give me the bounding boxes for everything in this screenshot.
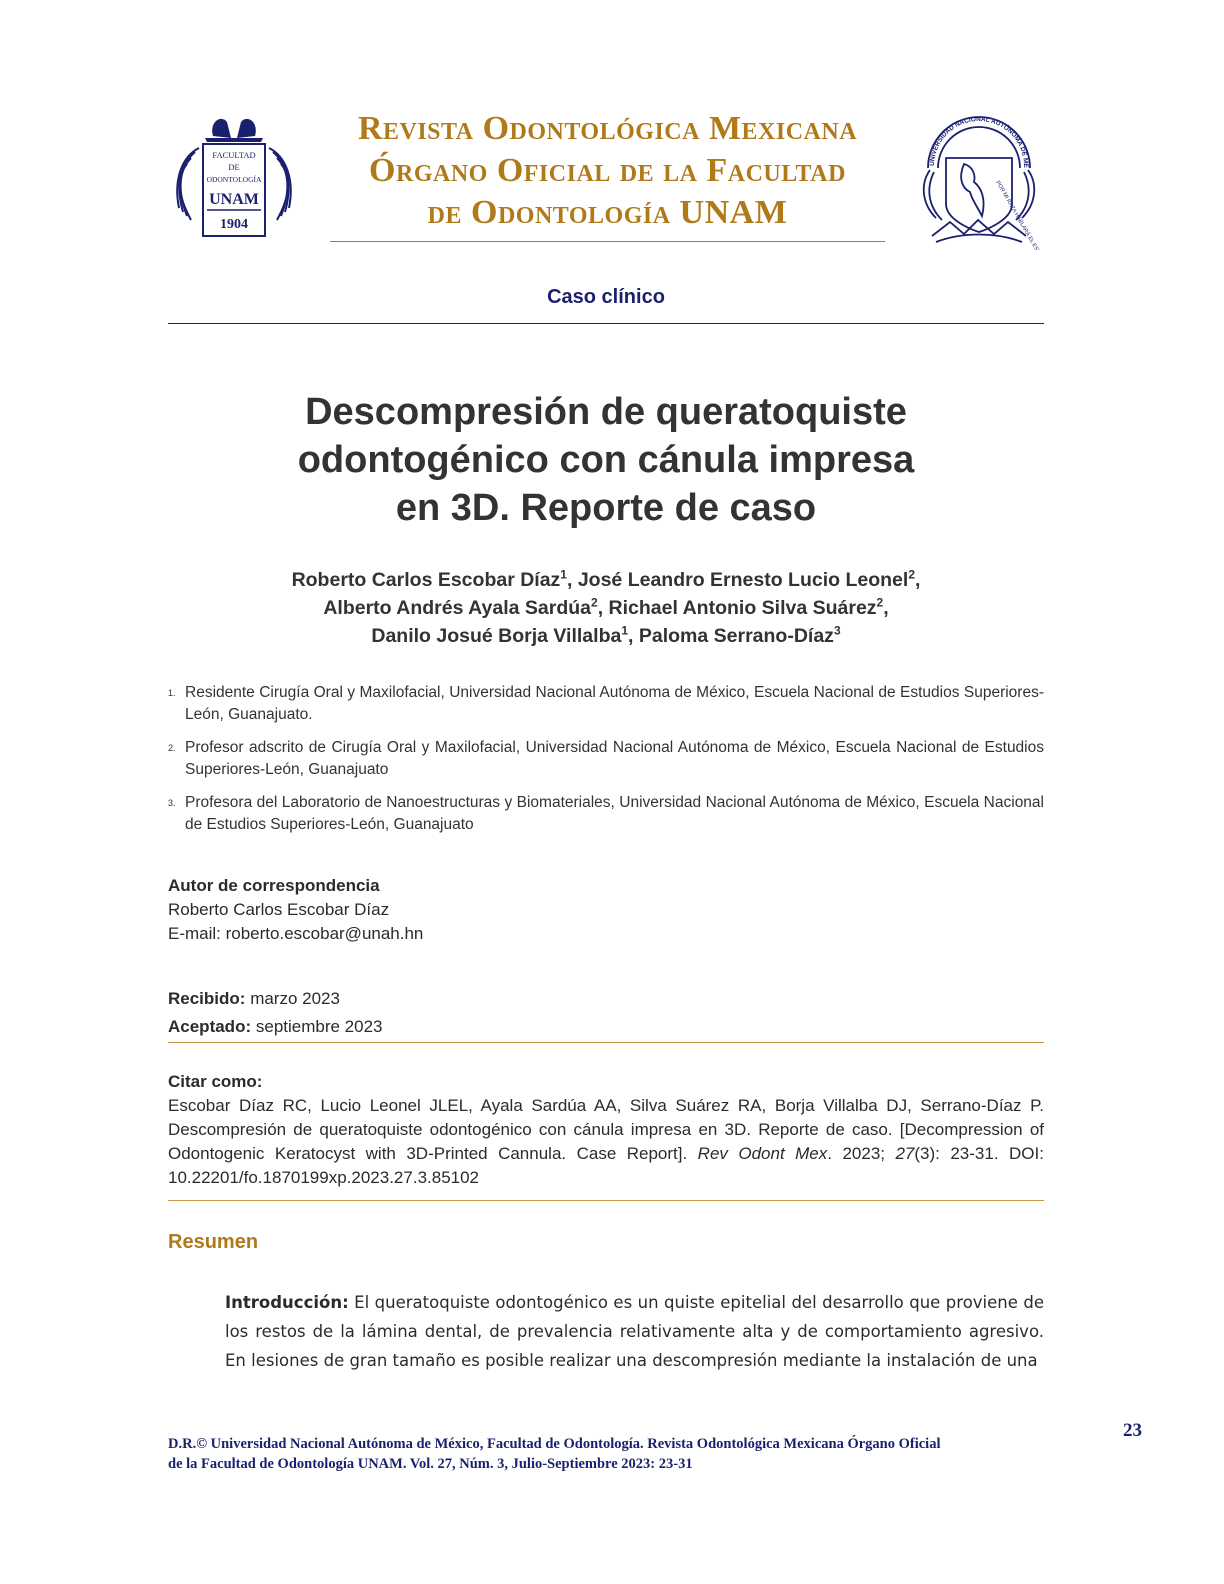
journal-title-rule <box>330 241 885 242</box>
author-name: Richael Antonio Silva Suárez <box>608 597 877 619</box>
correspondence-heading: Autor de correspondencia <box>168 876 380 895</box>
author-affiliation-mark: 2 <box>876 595 884 610</box>
correspondence-email[interactable]: E-mail: roberto.escobar@unah.hn <box>168 924 424 943</box>
affiliation-text: Profesor adscrito de Cirugía Oral y Maxilofacial, Universidad Nacional Autónoma de México, Escuela Nacional de Estudios Superiores-León, Guanajuato <box>185 739 1044 778</box>
journal-title-line: Revista Odontológica Mexicana <box>357 110 858 147</box>
journal-title-line: de Odontología UNAM <box>427 194 788 231</box>
page-footer <box>168 1434 1048 1474</box>
author-name: Paloma Serrano-Díaz <box>638 625 834 647</box>
author-name: José Leandro Ernesto Lucio Leonel <box>577 569 909 591</box>
author-list: Roberto Carlos Escobar Díaz$^1$, José Leandro Ernesto Lucio Leonel$^2$, Alberto Andrés Ayala Sardúa$^2$, Richael Antonio Silva Suárez$^2$, Danilo Josué Borja Villalba$^1$, Paloma Serrano-Díaz$^3$ <box>291 567 921 647</box>
coat-of-arms-ring-text: UNIVERSIDAD NACIONAL AUTÓNOMA DE MÉ <box>928 115 1030 168</box>
journal-title <box>330 108 885 234</box>
correspondence-name: Roberto Carlos Escobar Díaz <box>168 900 390 919</box>
article-title-line: en 3D. Reporte de caso <box>395 487 817 529</box>
section-label: Caso clínico <box>547 286 665 308</box>
coat-of-arms-motto: POR MI RAZA HABLARÁ EL ESPÍRITU <box>994 180 1046 250</box>
seal-text-facultad: FACULTAD <box>212 150 256 160</box>
seal-text-unam: UNAM <box>209 191 259 208</box>
author-name: Alberto Andrés Ayala Sardúa <box>323 597 591 619</box>
affiliation-text: Residente Cirugía Oral y Maxilofacial, Universidad Nacional Autónoma de México, Escuela Nacional de Estudios Superiores-León, Guanajuato. <box>185 684 1044 723</box>
citation-block <box>168 1070 1044 1190</box>
accepted-label: Aceptado: <box>168 1017 252 1036</box>
facultad-odontologia-logo <box>165 108 303 240</box>
seal-text-year: 1904 <box>220 217 248 232</box>
received-date: marzo 2023 <box>250 989 340 1008</box>
author-name: Danilo Josué Borja Villalba <box>371 625 622 647</box>
article-title-line: odontogénico con cánula impresa <box>297 439 915 481</box>
affiliation-number: 1. <box>168 688 176 698</box>
author-affiliation-mark: 2 <box>908 567 915 582</box>
author-affiliation-mark: 2 <box>591 595 598 610</box>
citation-volume: 27 <box>895 1144 915 1163</box>
facultad-odontologia-seal-icon <box>165 108 303 240</box>
author-affiliation-mark: 1 <box>560 567 567 582</box>
divider <box>168 1042 1044 1043</box>
accepted-date: septiembre 2023 <box>255 1017 383 1036</box>
seal-text-de: DE <box>228 162 240 172</box>
affiliation-item <box>168 737 1044 781</box>
journal-title-line: Órgano Oficial de la Facultad <box>369 152 846 189</box>
article-title <box>200 388 1012 532</box>
abstract-intro-label: Introducción: <box>225 1293 349 1312</box>
received-label: Recibido: <box>168 989 246 1008</box>
section-rule <box>168 323 1044 324</box>
affiliation-item <box>168 792 1044 836</box>
author-affiliation-mark: 1 <box>621 623 629 638</box>
dates-block <box>168 985 1044 1041</box>
abstract-paragraph <box>225 1288 1044 1375</box>
footer-line: D.R.© Universidad Nacional Autónoma de México, Facultad de Odontología. Revista Odontológica Mexicana Órgano Oficial <box>168 1436 941 1452</box>
citation-journal: Rev Odont Mex <box>697 1144 828 1163</box>
abstract-intro-text: El queratoquiste odontogénico es un quiste epitelial del desarrollo que proviene de los restos de la lámina dental, de prevalencia relativamente alta y de comportamiento agresivo. En lesiones de gran tamaño es posible realizar una descompresión mediante la instalación de una <box>225 1293 1044 1370</box>
resumen-heading: Resumen <box>168 1231 259 1253</box>
unam-coat-of-arms-icon <box>912 108 1046 250</box>
affiliation-item <box>168 682 1044 726</box>
affiliation-text: Profesora del Laboratorio de Nanoestructuras y Biomateriales, Universidad Nacional Autónoma de México, Escuela Nacional de Estudios Superiores-León, Guanajuato <box>185 794 1044 833</box>
article-title-line: Descompresión de queratoquiste <box>305 391 907 433</box>
citation-heading: Citar como: <box>168 1072 263 1091</box>
author-affiliation-mark: 3 <box>833 623 841 638</box>
affiliation-number: 2. <box>168 743 176 753</box>
divider <box>168 1200 1044 1201</box>
seal-text-odontologia: ODONTOLOGÍA <box>206 175 262 184</box>
correspondence-block <box>168 874 1044 946</box>
author-name: Roberto Carlos Escobar Díaz <box>291 569 561 591</box>
citation-text: Escobar Díaz RC, Lucio Leonel JLEL, Ayala Sardúa AA, Silva Suárez RA, Borja Villalba DJ, Serrano-Díaz P. Descompresión de queratoquiste odontogénico con cánula impresa en 3D. Reporte de caso. [Decompression of Odontogenic Keratocyst with 3D-Printed Cannula. Case Report]. Rev Odont Mex. 2023; 27(3): 23-31. DOI: 10.22201/fo.1870199xp.2023.27.3.85102 <box>168 1096 1044 1187</box>
footer-line: de la Facultad de Odontología UNAM. Vol. 27, Núm. 3, Julio-Septiembre 2023: 23-31 <box>168 1456 693 1472</box>
page-number: 23 <box>1123 1420 1142 1441</box>
unam-logo <box>912 108 1046 250</box>
affiliation-number: 3. <box>168 798 176 808</box>
